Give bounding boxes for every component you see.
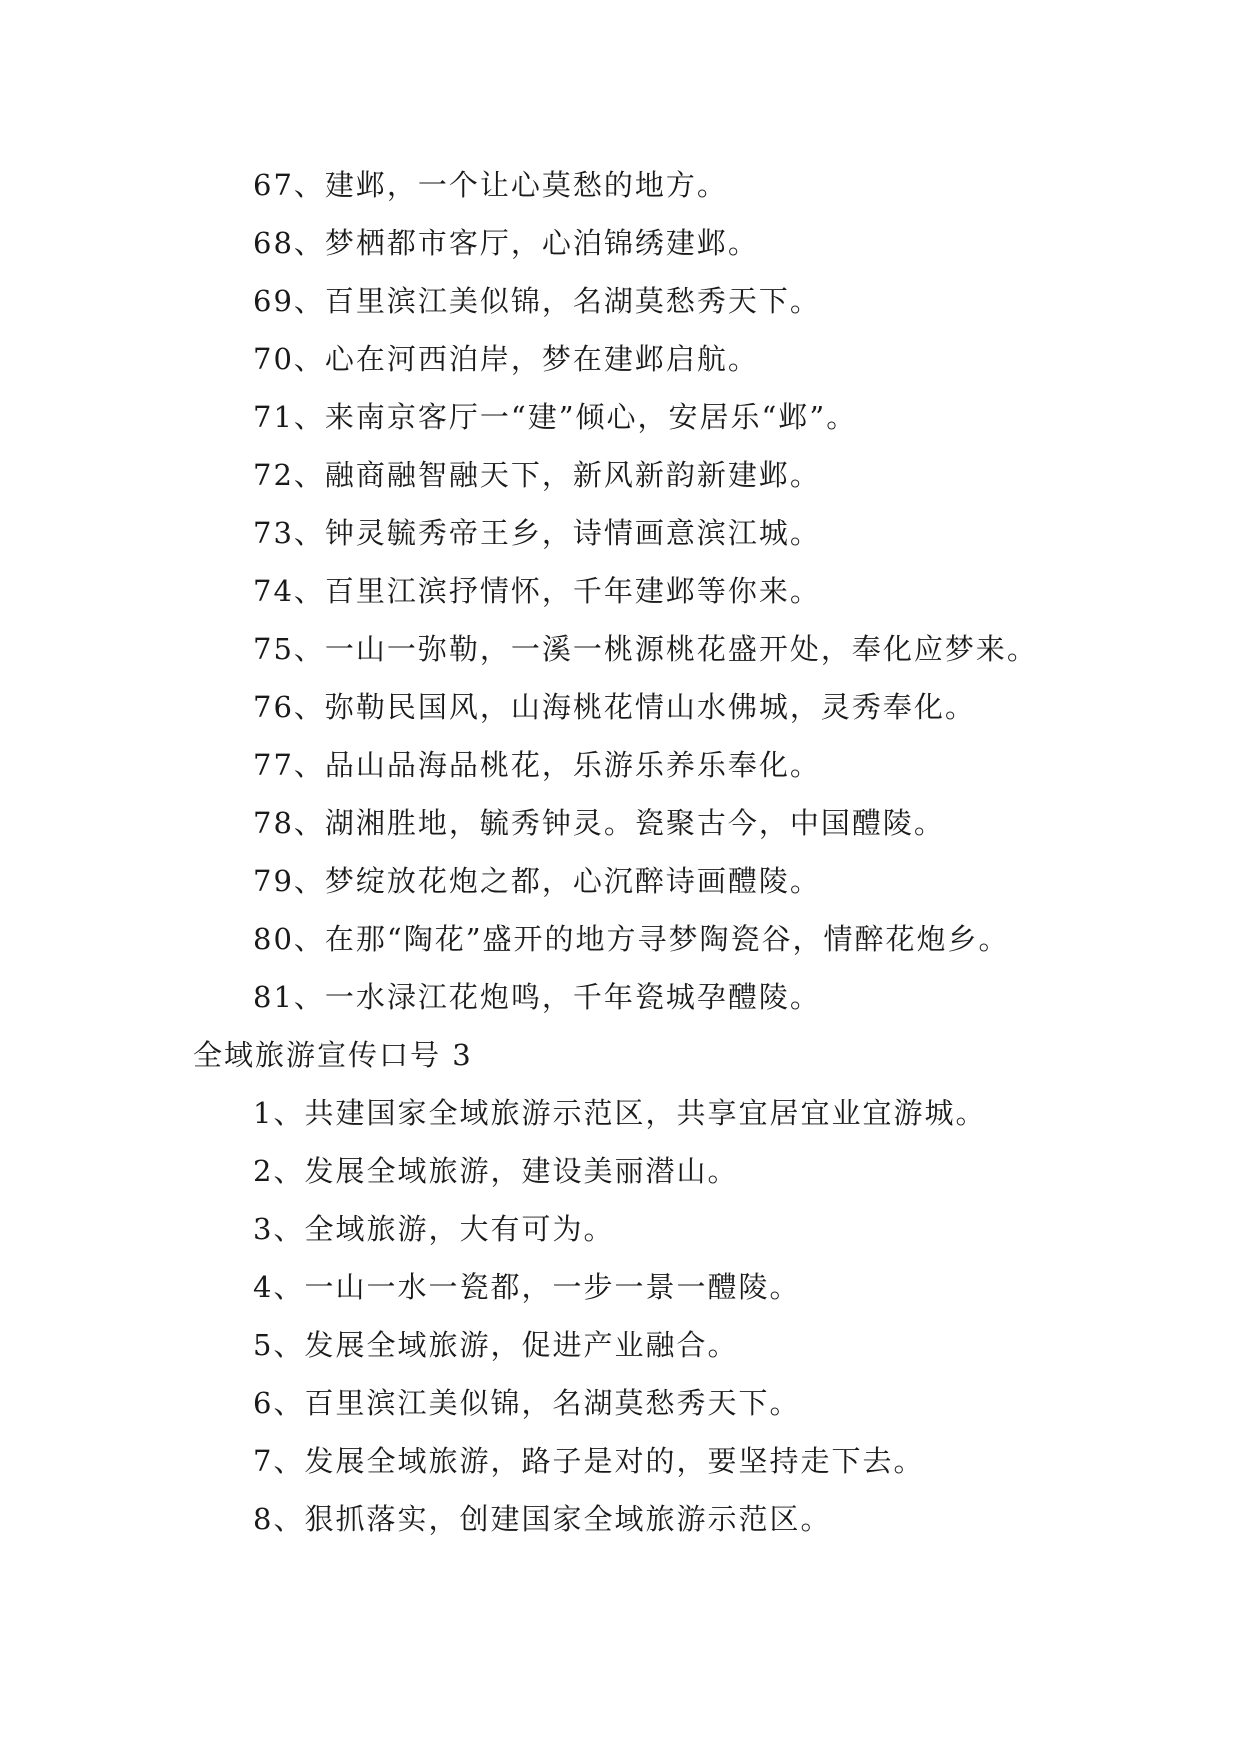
- list-item: 7、发展全域旅游，路子是对的，要坚持走下去。: [253, 1444, 925, 1478]
- list-item: 5、发展全域旅游，促进产业融合。: [253, 1328, 739, 1362]
- list-item: 73、钟灵毓秀帝王乡，诗情画意滨江城。: [253, 516, 821, 550]
- list-item: 81、一水渌江花炮鸣，千年瓷城孕醴陵。: [253, 980, 821, 1014]
- list-item: 71、来南京客厅一“建”倾心，安居乐“邺”。: [253, 400, 858, 434]
- list-item: 8、狠抓落实，创建国家全域旅游示范区。: [253, 1502, 832, 1536]
- list-item: 67、建邺，一个让心莫愁的地方。: [253, 168, 728, 202]
- list-item: 72、融商融智融天下，新风新韵新建邺。: [253, 458, 821, 492]
- list-item: 68、梦栖都市客厅，心泊锦绣建邺。: [253, 226, 759, 260]
- list-item: 79、梦绽放花炮之都，心沉醉诗画醴陵。: [253, 864, 821, 898]
- list-item: 6、百里滨江美似锦，名湖莫愁秀天下。: [253, 1386, 801, 1420]
- list-item: 77、品山品海品桃花，乐游乐养乐奉化。: [253, 748, 821, 782]
- list-item: 76、弥勒民国风，山海桃花情山水佛城，灵秀奉化。: [253, 690, 976, 724]
- list-item: 1、共建国家全域旅游示范区，共享宜居宜业宜游城。: [253, 1096, 987, 1130]
- list-item: 3、全域旅游，大有可为。: [253, 1212, 615, 1246]
- list-item: 80、在那“陶花”盛开的地方寻梦陶瓷谷，情醉花炮乡。: [253, 922, 1010, 956]
- list-item: 70、心在河西泊岸，梦在建邺启航。: [253, 342, 759, 376]
- list-item: 78、湖湘胜地，毓秀钟灵。瓷聚古今，中国醴陵。: [253, 806, 945, 840]
- section-heading: 全域旅游宣传口号 3: [193, 1038, 473, 1072]
- list-item: 2、发展全域旅游，建设美丽潜山。: [253, 1154, 739, 1188]
- list-item: 4、一山一水一瓷都，一步一景一醴陵。: [253, 1270, 801, 1304]
- list-item: 69、百里滨江美似锦，名湖莫愁秀天下。: [253, 284, 821, 318]
- list-item: 75、一山一弥勒，一溪一桃源桃花盛开处，奉化应梦来。: [253, 632, 1038, 666]
- list-item: 74、百里江滨抒情怀，千年建邺等你来。: [253, 574, 821, 608]
- slogan-list-continued: [0, 156, 1241, 1548]
